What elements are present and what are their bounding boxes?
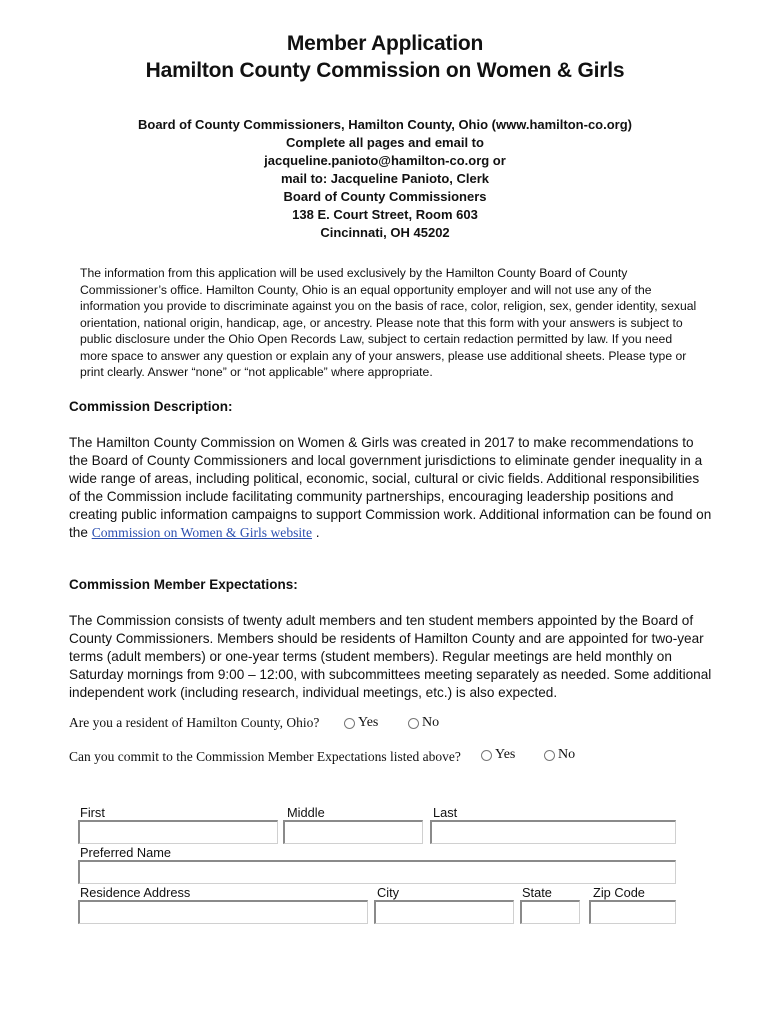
first-name-label: First xyxy=(80,805,105,820)
header-line-street: 138 E. Court Street, Room 603 xyxy=(292,207,478,222)
description-tail: . xyxy=(312,525,320,540)
resident-no-option[interactable] xyxy=(408,715,439,731)
state-label: State xyxy=(522,885,552,900)
header-line-board: Board of County Commissioners, Hamilton County, Ohio (www.hamilton-co.org) xyxy=(138,117,632,132)
expectations-paragraph: The Commission consists of twenty adult members and ten student members appointed by the Board of County Commissioners. Members should be residents of Hamilton County and are appointed for two-year terms (adult members) or one-year terms (student members). Regular meetings are held monthly on Saturday mornings from 9:00 – 12:00, with subcommittees meeting separately as needed. Some additional independent work (including research, individual meetings, etc.) is also expected. xyxy=(69,613,712,700)
middle-name-input[interactable] xyxy=(283,820,423,844)
state-input[interactable] xyxy=(520,900,580,924)
page-subtitle: Hamilton County Commission on Women & Girls xyxy=(145,59,625,82)
commit-yes-option[interactable] xyxy=(481,747,515,763)
resident-yes-label: Yes xyxy=(358,715,379,730)
preferred-name-input[interactable] xyxy=(78,860,676,884)
commit-question: Can you commit to the Commission Member Expectations listed above? xyxy=(69,749,461,764)
zip-code-input[interactable] xyxy=(589,900,676,924)
header-line-city: Cincinnati, OH 45202 xyxy=(320,225,450,240)
commit-no-option[interactable] xyxy=(544,747,575,763)
last-name-input[interactable] xyxy=(430,820,676,844)
intro-paragraph: The information from this application will be used exclusively by the Hamilton County Board of County Commissioner’s office. Hamilton County, Ohio is an equal opportunity employer and will not use any of the information you provide to discriminate against you on the basis of race, color, religion, sex, gender identity, sexual orientation, national origin, handicap, age, or ancestry. Please note that this form with your answers is subject to public disclosure under the Ohio Open Records Law, subject to certain redaction permitted by law. If you need more space to answer any question or explain any of your answers, please use additional sheets. Please type or print clearly. Answer “none” or “not applicable” where appropriate. xyxy=(80,266,697,379)
header-line-email: jacqueline.panioto@hamilton-co.org or xyxy=(264,153,506,168)
header-line-mail: mail to: Jacqueline Panioto, Clerk xyxy=(280,171,490,186)
expectations-heading: Commission Member Expectations: xyxy=(69,577,298,592)
radio-icon[interactable] xyxy=(344,718,355,729)
commission-website-link[interactable]: Commission on Women & Girls website xyxy=(91,525,312,540)
radio-icon[interactable] xyxy=(544,750,555,761)
city-input[interactable] xyxy=(374,900,514,924)
residence-address-label: Residence Address xyxy=(80,885,191,900)
header-line-board-name: Board of County Commissioners xyxy=(283,189,487,204)
description-paragraph xyxy=(69,434,714,542)
middle-name-label: Middle xyxy=(287,805,325,820)
radio-icon[interactable] xyxy=(408,718,419,729)
description-text: The Hamilton County Commission on Women & Girls was created in 2017 to make recommendations to the Board of County Commissioners and local government jurisdictions to eliminate gender inequality in a wide range of areas, including political, economic, social, cultural or civic fields. Additional responsibilities of the Commission include facilitating community partnerships, encouraging leadership positions and creating public information campaigns to support Commission work. Additional information can be found on the xyxy=(69,435,712,540)
commit-no-label: No xyxy=(558,747,576,762)
zip-code-label: Zip Code xyxy=(593,885,645,900)
radio-icon[interactable] xyxy=(481,750,492,761)
first-name-input[interactable] xyxy=(78,820,278,844)
page-title: Member Application xyxy=(286,32,484,55)
preferred-name-label: Preferred Name xyxy=(80,845,172,860)
resident-yes-option[interactable] xyxy=(344,715,378,731)
residence-address-input[interactable] xyxy=(78,900,368,924)
resident-question: Are you a resident of Hamilton County, Ohio? xyxy=(69,715,320,730)
city-label: City xyxy=(377,885,400,900)
commit-yes-label: Yes xyxy=(495,747,516,762)
resident-no-label: No xyxy=(422,715,440,730)
header-line-complete: Complete all pages and email to xyxy=(286,135,484,150)
description-heading: Commission Description: xyxy=(69,399,233,414)
last-name-label: Last xyxy=(433,805,458,820)
